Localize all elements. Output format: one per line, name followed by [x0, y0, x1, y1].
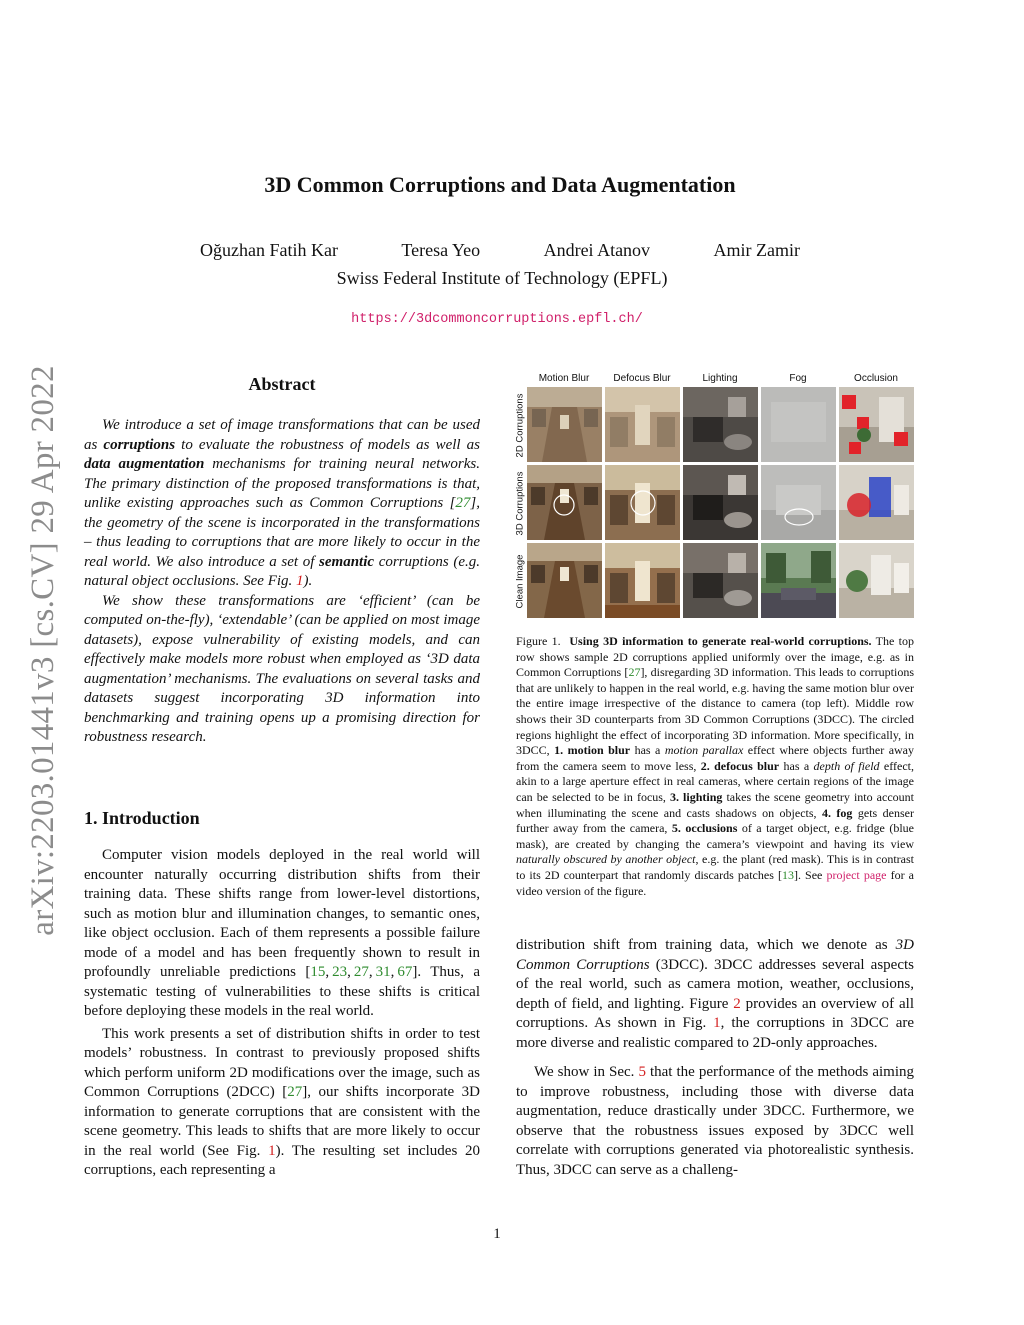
image-tile [761, 543, 836, 618]
intro-paragraph: Computer vision models deployed in the real world will encounter naturally occurring distribution shifts from their training data. These shifts range from lower-level distortions, such as motion blur and illumination changes, to semantic ones, like object occlusion. Each of them represents a possible failure mode of a model and has been frequently shown to result in profoundly unreliable predictions [15, 23, 27, 31, 67]. Thus, a systematic testing of vulnerabilities to these shifts is critical before deploying these models in the real world. [84, 847, 480, 1019]
section-ref-link[interactable]: 5 [638, 1064, 646, 1080]
project-page-link[interactable]: project page [826, 867, 887, 882]
abstract-paragraph [84, 416, 480, 592]
citation-link[interactable]: 13 [781, 867, 794, 882]
citation-link[interactable]: 27 [455, 495, 471, 511]
text: The top row shows sample 2D corruptions applied uniformly over the image, e.g. as in Common Corruptions [ [516, 634, 915, 680]
emphasis: naturally obscured by another object [516, 852, 696, 867]
emphasis: motion parallax [664, 743, 744, 758]
figure-ref-link[interactable]: 1 [268, 1142, 276, 1159]
text: effect where objects further away from the camera seem to move less, [516, 743, 915, 773]
emphasis: 1. motion blur [554, 743, 631, 758]
image-tile [761, 387, 836, 462]
intro-body [84, 846, 480, 1181]
author-name: Oğuzhan Fatih Kar [200, 240, 338, 260]
citation-link[interactable]: 27 [628, 665, 641, 680]
image-tile [605, 465, 680, 540]
intro-paragraph [84, 1025, 480, 1181]
body-paragraph [516, 1063, 914, 1180]
citation-link[interactable]: 31 [375, 964, 391, 980]
column-label: Motion Blur [538, 373, 590, 384]
emphasis: 3. lighting [670, 789, 723, 804]
project-url-link[interactable]: https://3dcommoncorruptions.epfl.ch/ [351, 312, 643, 327]
author-name: Amir Zamir [713, 240, 800, 260]
citation-link[interactable]: 27 [287, 1084, 303, 1100]
text: effect, akin to a large aperture effect in real cameras, where certain regions of the image can be selected to be in focus, [516, 758, 915, 804]
image-tile [605, 387, 680, 462]
affiliation: Swiss Federal Institute of Technology (EPFL) [336, 268, 668, 288]
emphasis: semantic [319, 553, 375, 570]
image-tile [683, 543, 758, 618]
text: ], disregarding 3D information. This leads to corruptions that are unlikely to happen in the real world, e.g. having the same motion blur over the entire image irrespective of the distance to camera (top left). Middle row shows their 3D counterparts from 3D Common Corruptions (3DCC). The circled regions highlight the effect of incorporating 3D information. More specifically, in 3DCC, [516, 665, 914, 758]
text: provides an overview of all corruptions. As shown in Fig. [516, 995, 914, 1031]
column-label: Defocus Blur [613, 373, 671, 384]
section-heading: 1. Introduction [84, 808, 200, 828]
text: ], our shifts incorporate 3D information to generate corruptions that are consistent with the scene geometry. This leads to shifts that are more likely to occur in the real world (See Fig. [84, 1084, 480, 1159]
image-tile [605, 543, 680, 618]
page-number: 1 [493, 1226, 501, 1242]
row-label-text: Clean Image [514, 554, 526, 608]
column-label: Occlusion [854, 373, 898, 384]
text: ]. Thus, a systematic testing of vulnerabilities to these shifts is critical before deploying these models in the real world. [84, 964, 480, 1019]
figure-column-labels [526, 373, 916, 384]
text: ], the geometry of the scene is incorporated in the transformations – thus leading to corruptions that are more likely to occur in the real world. We also introduce a set of [84, 495, 480, 570]
text: takes the scene geometry into account when illuminating the scene and casts shadows on objects, [516, 789, 914, 820]
citation-link[interactable]: 15 [310, 964, 326, 980]
emphasis: 2. defocus blur [700, 758, 780, 773]
emphasis: corruptions [103, 436, 176, 453]
text: , e.g. the plant (red mask). This is in contrast to its 2D counterpart that randomly discards patches [ [516, 852, 914, 882]
emphasis: 3D Common Corruptions [516, 937, 914, 973]
arxiv-id: arXiv:2203.01441v3 [cs.CV] 29 Apr 2022 [24, 364, 61, 936]
body-paragraph [516, 936, 914, 1053]
text: distribution shift from training data, which we denote as [516, 937, 896, 953]
abstract-paragraph: We show these transformations are ‘efficient’ (can be computed on-the-fly), ‘extendable’ (can be applied on most image datasets), expose vulnerability of existing models, and can effectively make models more robust when employed as ‘3D data augmentation’ mechanisms. The evaluations on several tasks and datasets suggest incorporating 3D information into benchmarking and training opens up a promising direction for robustness research. [84, 592, 480, 745]
text: has a [779, 758, 814, 773]
text: of a target object, e.g. fridge (blue mask), are created by changing the camera’s viewpoint and having its view [516, 821, 914, 851]
text: We introduce a set of image transformations that can be used as [84, 417, 480, 453]
figure-label: Figure 1. [516, 634, 561, 648]
figure-ref-link[interactable]: 2 [733, 995, 741, 1012]
emphasis: data augmentation [84, 456, 205, 472]
figure-1 [516, 373, 914, 621]
emphasis: 5. occlusions [671, 821, 738, 836]
image-tile [839, 387, 914, 462]
emphasis: depth of field [813, 758, 880, 773]
author-name: Teresa Yeo [401, 240, 481, 260]
emphasis: 4. fog [821, 805, 853, 820]
text: to evaluate the robustness of models as well as [175, 436, 480, 453]
column-label: Fog [789, 373, 807, 384]
text: for a video version of the figure. [516, 867, 915, 898]
image-tile [839, 543, 914, 618]
caption-title: Using 3D information to generate real-world corruptions. [569, 634, 872, 648]
row-label-text: 2D Corruptions [514, 393, 526, 457]
text: This work presents a set of distribution shifts in order to test models’ robustness. In contrast to previously proposed shifts which perform uniform 2D modifications over the image, such as Common Corruptions (2DCC) [ [84, 1025, 480, 1100]
citation-link[interactable]: 67 [397, 964, 413, 980]
image-tile [527, 387, 602, 462]
image-tile [527, 465, 602, 540]
text: ]. See [793, 867, 827, 882]
figure-ref-link[interactable]: 1 [296, 573, 304, 589]
arxiv-stamp [18, 350, 68, 950]
text: (3DCC). 3DCC addresses several aspects of the real world, such as camera motion, weather, occlusions, depth of field, and lighting. Figure [516, 956, 914, 1012]
text: We show in Sec. [534, 1064, 639, 1080]
text: Computer vision models deployed in the real world will encounter naturally occurring distribution shifts from their training data. These shifts range from lower-level distortions, such as motion blur and illumination changes, to semantic ones, like object occlusion. Each of them represents a possible failure mode of a model and has been frequently shown to result in profoundly unreliable predictions [ [84, 847, 480, 980]
text: corruptions (e.g. natural object occlusions. See Fig. [84, 553, 480, 589]
row-label [514, 387, 526, 463]
paper-title: 3D Common Corruptions and Data Augmentation [264, 172, 736, 197]
image-tile [761, 465, 836, 540]
abstract-body [84, 416, 480, 748]
caption-text [516, 634, 914, 899]
image-tile [683, 387, 758, 462]
text: that the performance of the methods aiming to improve robustness, including those with diverse data augmentation, reduce drastically under 3DCC. Furthermore, we observe that the robustness issues exposed by 3DCC well correlate with corruptions generated via photorealistic synthesis. Thus, 3DCC can serve as a challeng- [516, 1064, 915, 1178]
text: gets denser further away from the camera, [516, 805, 914, 836]
figure-caption [516, 634, 914, 899]
row-label-text: 3D Corruptions [514, 471, 526, 535]
author-list [200, 240, 800, 261]
author-name: Andrei Atanov [543, 240, 651, 260]
right-column-body [516, 936, 914, 1180]
row-label [514, 465, 526, 541]
text: , the corruptions in 3DCC are more diverse and realistic compared to 2D-only approaches. [516, 1015, 915, 1051]
abstract-heading: Abstract [248, 374, 316, 394]
citation-link[interactable]: 27 [353, 964, 369, 980]
text: ). [303, 573, 313, 589]
column-label: Lighting [702, 373, 738, 384]
row-label [514, 543, 526, 619]
image-tile [683, 465, 758, 540]
figure-ref-link[interactable]: 1 [713, 1015, 721, 1031]
text: ). The resulting set includes 20 corruptions, each representing a [84, 1142, 481, 1178]
citation-link[interactable]: 23 [332, 964, 348, 980]
image-tile [527, 543, 602, 618]
image-tile [839, 465, 914, 540]
text: mechanisms for training neural networks. The primary distinction of the proposed transformations is that, unlike existing approaches such as Common Corruptions [ [84, 456, 480, 511]
text: has a [630, 743, 665, 758]
